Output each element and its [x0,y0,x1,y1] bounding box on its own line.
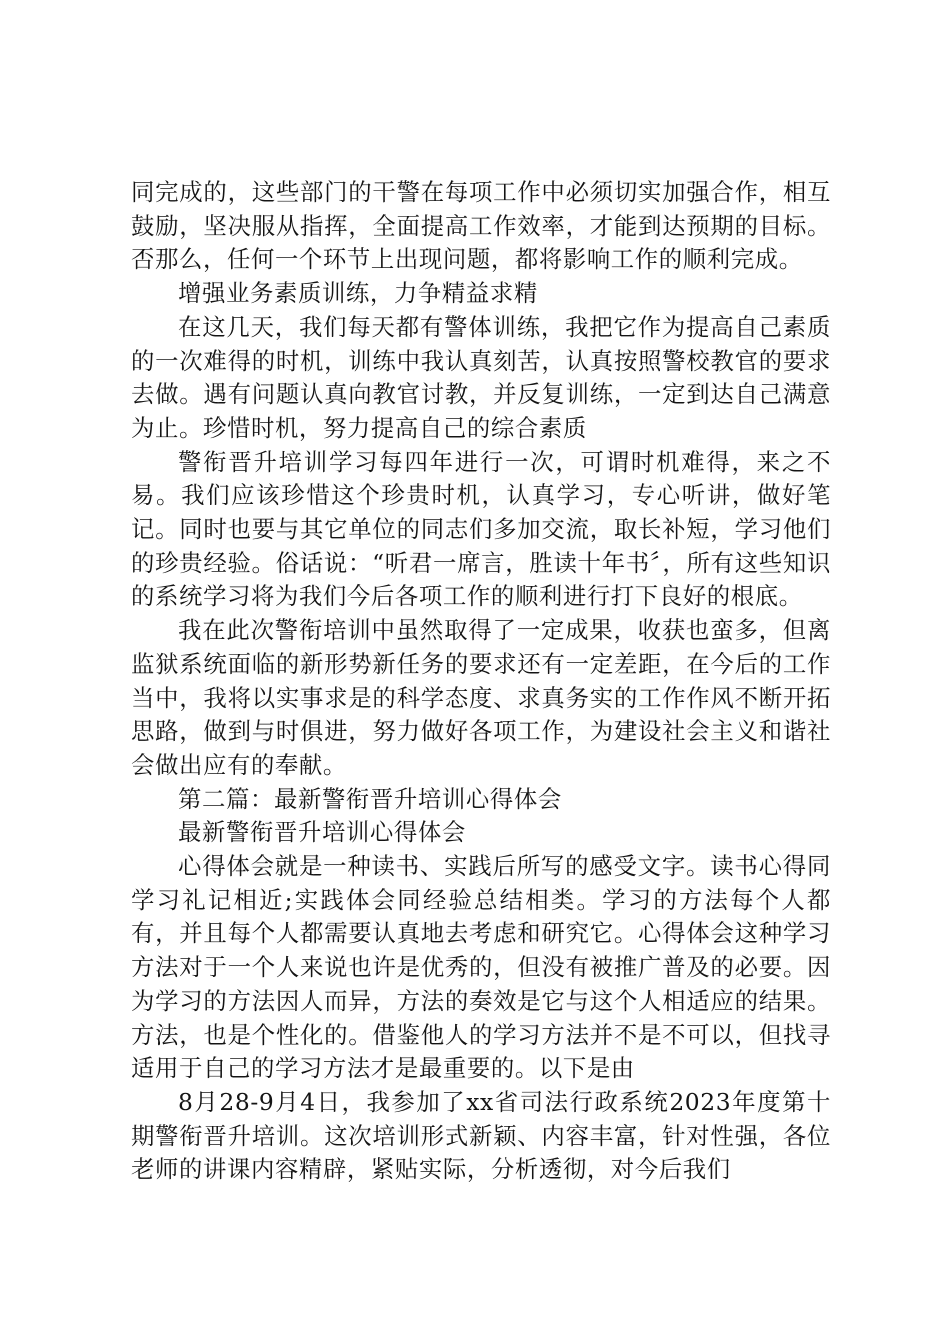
paragraph-5: 我在此次警衔培训中虽然取得了一定成果，收获也蛮多，但离监狱系统面临的新形势新任务的要求还有一定差距，在今后的工作当中，我将以实事求是的科学态度、求真务实的工作作风不断开拓思路，做到与时俱进，努力做好各项工作，为建设社会主义和谐社会做出应有的奉献。 [131,616,831,779]
paragraph-8: 心得体会就是一种读书、实践后所写的感受文字。读书心得同学习礼记相近;实践体会同经验总结相类。学习的方法每个人都有，并且每个人都需要认真地去考虑和研究它。心得体会这种学习方法对于一个人来说也许是优秀的，但没有被推广普及的必要。因为学习的方法因人而异，方法的奏效是它与这个人相适应的结果。方法，也是个性化的。借鉴他人的学习方法并不是不可以，但找寻适用于自己的学习方法才是最重要的。以下是由 [131,852,831,1083]
paragraph-1: 同完成的，这些部门的干警在每项工作中必须切实加强合作，相互鼓励，坚决服从指挥，全面提高工作效率，才能到达预期的目标。否那么，任何一个环节上出现问题，都将影响工作的顺利完成。 [131,178,831,274]
section-heading: 第二篇：最新警衔晋升培训心得体会 [178,784,562,813]
paragraph-9: 8月28-9月4日，我参加了xx省司法行政系统2023年度第十期警衔晋升培训。这次培训形式新颖、内容丰富，针对性强，各位老师的讲课内容精辟，紧贴实际，分析透彻，对今后我们 [131,1087,831,1184]
paragraph-4: 警衔晋升培训学习每四年进行一次，可谓时机难得，来之不易。我们应该珍惜这个珍贵时机，认真学习，专心听讲，做好笔记。同时也要与其它单位的同志们多加交流，取长补短，学习他们的珍贵经验。俗话说：“听君一席言，胜读十年书〞，所有这些知识的系统学习将为我们今后各项工作的顺利进行打下良好的根底。 [131,447,831,611]
section-title: 最新警衔晋升培训心得体会 [178,818,466,847]
paragraph-3: 在这几天，我们每天都有警体训练，我把它作为提高自己素质的一次难得的时机，训练中我认真刻苦，认真按照警校教官的要求去做。遇有问题认真向教官讨教，并反复训练，一定到达自己满意为止。珍惜时机，努力提高自己的综合素质 [131,312,831,442]
document-body [131,176,831,1187]
paragraph-2: 增强业务素质训练，力争精益求精 [178,279,538,308]
